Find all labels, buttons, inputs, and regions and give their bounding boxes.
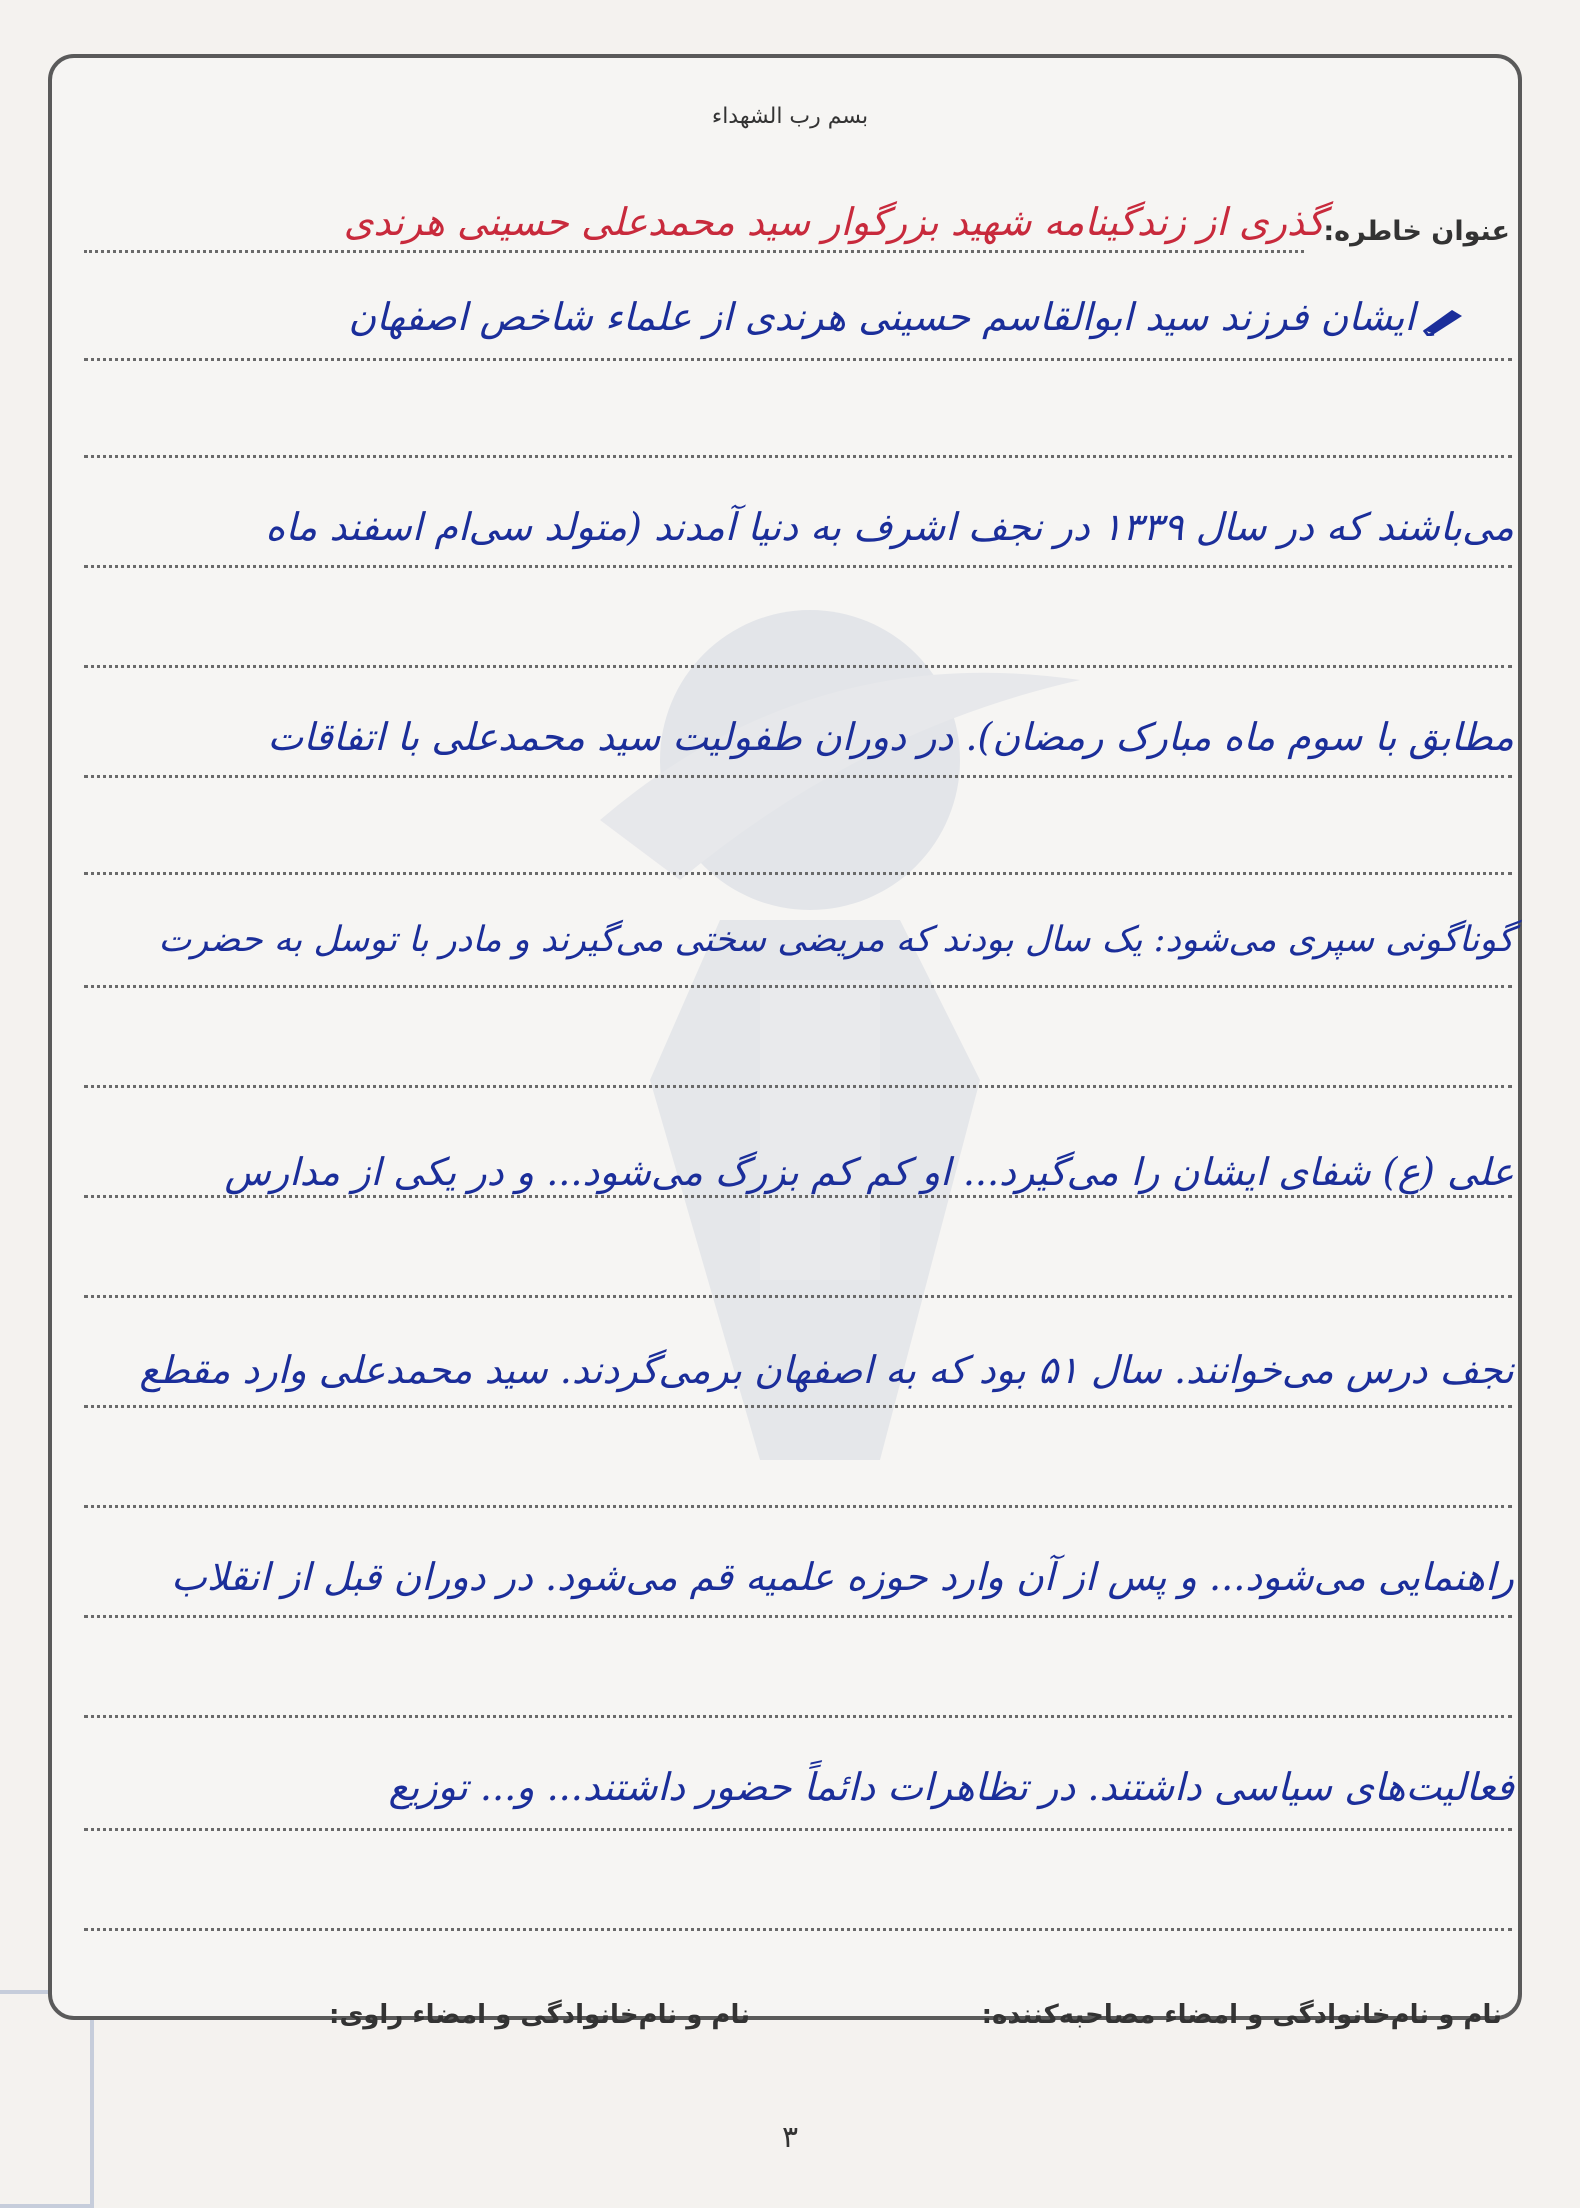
dotted-rule [84, 872, 1512, 875]
narrator-signature-label: نام و نام‌خانوادگی و امضاء راوی: [329, 2000, 750, 2030]
dotted-rule [84, 1405, 1512, 1408]
basmala-header: بسم رب الشهداء [711, 104, 869, 129]
dotted-rule [84, 1085, 1512, 1088]
handwritten-line: نجف درس می‌خوانند. سال ۵۱ بود که به اصفهان برمی‌گردند. سید محمدعلی وارد مقطع [139, 1348, 1514, 1392]
handwritten-line: می‌باشند که در سال ۱۳۳۹ در نجف اشرف به دنیا آمدند (متولد سی‌ام اسفند ماه [265, 505, 1514, 549]
page-number: ۳ [781, 2120, 799, 2155]
handwritten-line: ایشان فرزند سید ابوالقاسم حسینی هرندی از علماء شاخص اصفهان [348, 295, 1415, 339]
emblem-watermark [560, 560, 1120, 1460]
pen-icon [1422, 306, 1468, 336]
dotted-rule [84, 1195, 1512, 1198]
dotted-rule [84, 1615, 1512, 1618]
title-handwritten-value: گذری از زندگینامه شهید بزرگوار سید محمدعلی حسینی هرندی [343, 200, 1325, 244]
handwritten-line: گوناگونی سپری می‌شود: یک سال بودند که مریضی سختی می‌گیرند و مادر با توسل به حضرت [158, 920, 1514, 960]
handwritten-line: فعالیت‌های سیاسی داشتند. در تظاهرات دائماً حضور داشتند... و... توزیع [388, 1765, 1514, 1809]
dotted-rule [84, 985, 1512, 988]
dotted-rule [84, 1928, 1512, 1931]
dotted-rule [84, 1828, 1512, 1831]
dotted-rule [84, 358, 1512, 361]
interviewer-signature-label: نام و نام‌خانوادگی و امضاء مصاحبه‌کننده: [981, 2000, 1502, 2030]
dotted-rule [84, 565, 1512, 568]
ink-stamp [0, 1990, 94, 2208]
title-dotted-line [84, 250, 1304, 253]
dotted-rule [84, 455, 1512, 458]
dotted-rule [84, 665, 1512, 668]
dotted-rule [84, 775, 1512, 778]
dotted-rule [84, 1295, 1512, 1298]
handwritten-line: مطابق با سوم ماه مبارک رمضان). در دوران طفولیت سید محمدعلی با اتفاقات [267, 715, 1514, 759]
title-label: عنوان خاطره: [1323, 216, 1510, 247]
handwritten-line: علی (ع) شفای ایشان را می‌گیرد... او کم کم بزرگ می‌شود... و در یکی از مدارس [224, 1150, 1514, 1194]
dotted-rule [84, 1715, 1512, 1718]
dotted-rule [84, 1505, 1512, 1508]
handwritten-line: راهنمایی می‌شود... و پس از آن وارد حوزه علمیه قم می‌شود. در دوران قبل از انقلاب [171, 1555, 1514, 1599]
